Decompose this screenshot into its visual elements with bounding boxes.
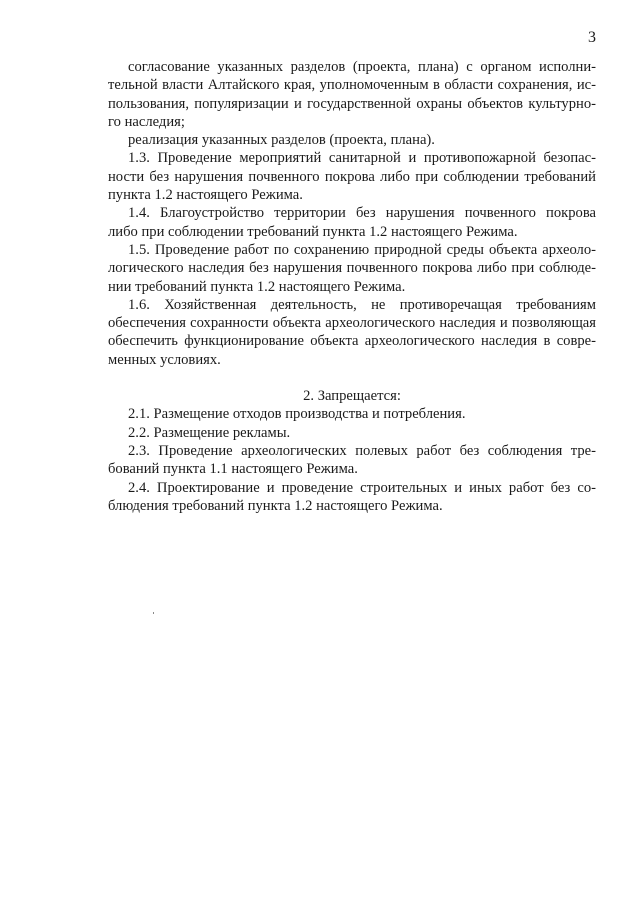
text-line: нии требований пункта 1.2 настоящего Режима. (108, 278, 406, 295)
text-line: 1.5. Проведение работ по сохранению природной среды объекта археоло- (128, 241, 596, 258)
paragraph-1-4 (108, 204, 596, 241)
text-line: тельной власти Алтайского края, уполномоченным в области сохранения, ис- (108, 77, 596, 94)
item-2-4 (108, 479, 596, 516)
paragraph-1-6 (108, 296, 596, 369)
item-2-1 (118, 405, 596, 423)
scan-speck (153, 612, 154, 614)
text-line: логического наследия без нарушения почвенного покрова либо при соблюде- (108, 260, 596, 277)
section-prohibitions (108, 387, 596, 515)
text-line: 2.4. Проектирование и проведение строительных и иных работ без со- (128, 479, 596, 496)
text-line: 2.3. Проведение археологических полевых работ без соблюдения тре- (128, 442, 596, 459)
text-line: реализация указанных разделов (проекта, плана). (128, 132, 435, 149)
text-line: 2.1. Размещение отходов производства и потребления. (128, 406, 466, 423)
spacer (118, 369, 596, 387)
paragraph-1-3 (108, 149, 596, 204)
text-line: согласование указанных разделов (проекта, плана) с органом исполни- (128, 59, 596, 75)
text-line: го наследия; (108, 113, 185, 130)
text-line: 1.6. Хозяйственная деятельность, не противоречащая требованиям (128, 296, 596, 313)
text-line: блюдения требований пункта 1.2 настоящего Режима. (108, 497, 443, 514)
text-line: пункта 1.2 настоящего Режима. (108, 187, 303, 204)
text-line: либо при соблюдении требований пункта 1.2 настоящего Режима. (108, 223, 518, 240)
paragraph-coordination (108, 58, 596, 131)
text-line: обеспечения сохранности объекта археологического наследия и позволяющая (108, 315, 596, 332)
text-line: менных условиях. (108, 351, 221, 368)
item-2-2 (118, 424, 596, 442)
text-line: обеспечить функционирование объекта археологического наследия в совре- (108, 333, 596, 350)
text-line: ности без нарушения почвенного покрова либо при соблюдении требований (108, 168, 596, 185)
text-line: бований пункта 1.1 настоящего Режима. (108, 461, 358, 478)
page-number: 3 (588, 29, 596, 46)
text-line: 1.4. Благоустройство территории без нарушения почвенного покрова (128, 205, 596, 222)
paragraph-1-5 (108, 241, 596, 296)
document-body (108, 58, 596, 515)
section-heading: 2. Запрещается: (303, 388, 401, 405)
item-2-3 (108, 442, 596, 479)
text-line: пользования, популяризации и государственной охраны объектов культурно- (108, 95, 596, 112)
text-line: 2.2. Размещение рекламы. (128, 424, 291, 441)
paragraph-implementation (118, 131, 596, 149)
text-line: 1.3. Проведение мероприятий санитарной и противопожарной безопас- (128, 150, 596, 167)
